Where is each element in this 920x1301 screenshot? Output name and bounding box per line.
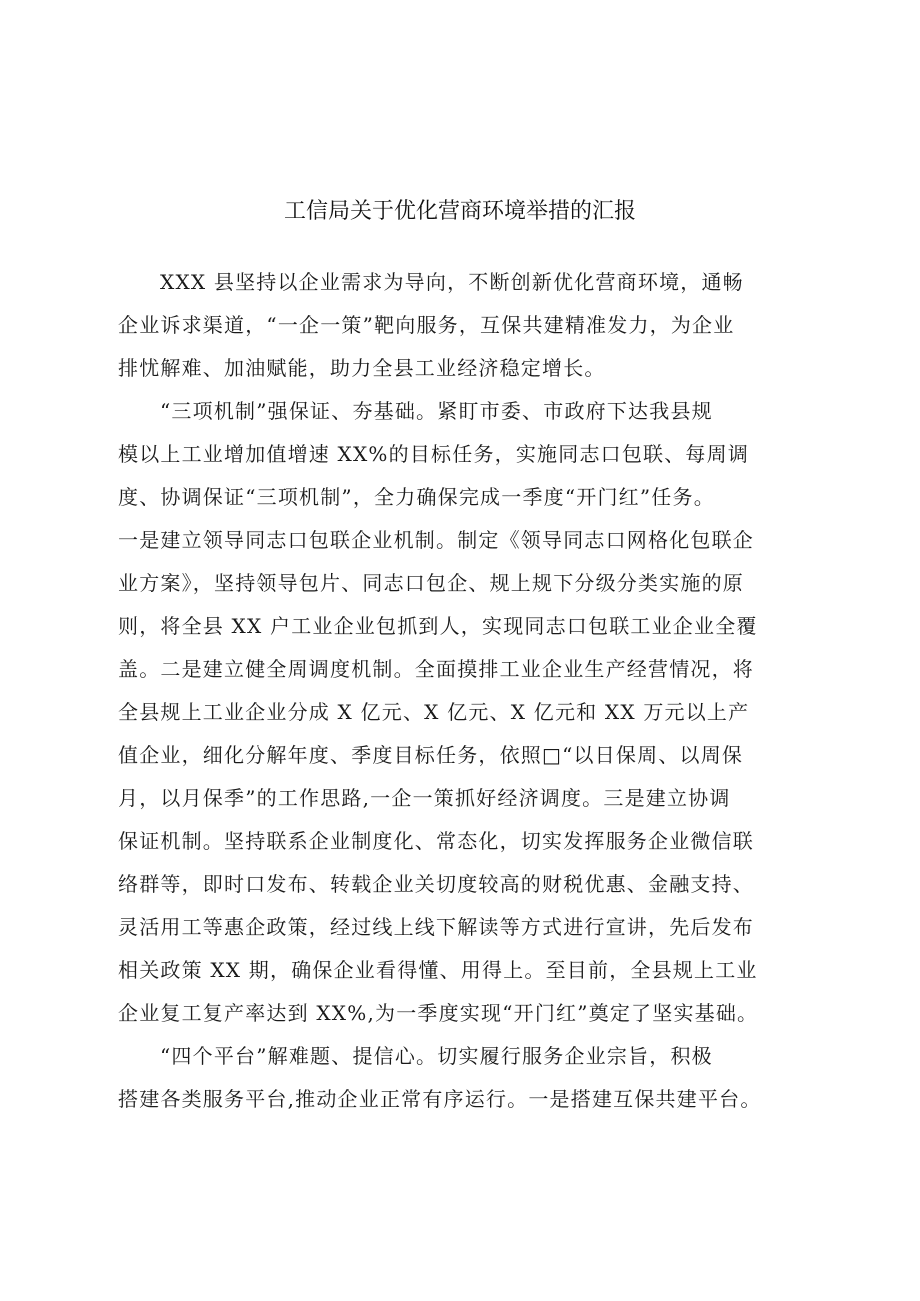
- paragraph-line: 企业诉求渠道，“一企一策”靶向服务，互保共建精准发力，为企业: [118, 313, 735, 337]
- paragraph-line: 排忧解难、加油赋能，助力全县工业经济稳定增长。: [118, 356, 606, 380]
- paragraph-line: XXX 县坚持以企业需求为导向，不断创新优化营商环境，通畅: [160, 270, 744, 294]
- paragraph-line: 络群等，即时口发布、转载企业关切度较高的财税优惠、金融支持、: [118, 872, 754, 896]
- paragraph-line: 搭建各类服务平台,推动企业正常有序运行。一是搭建互保共建平台。: [118, 1087, 762, 1111]
- paragraph-line: 值企业，细化分解年度、季度目标任务，依照□“以日保周、以周保: [118, 743, 744, 767]
- paragraph-line: 企业复工复产率达到 XX%,为一季度实现“开门红”奠定了坚实基础。: [118, 1001, 759, 1025]
- paragraph-line: 月，以月保季”的工作思路,一企一策抓好经济调度。三是建立协调: [118, 786, 731, 810]
- paragraph-line: 盖。二是建立健全周调度机制。全面摸排工业企业生产经营情况，将: [118, 657, 754, 681]
- paragraph-line: 则，将全县 XX 户工业企业包抓到人，实现同志口包联工业企业全覆: [118, 614, 758, 638]
- document-title: 工信局关于优化营商环境举措的汇报: [283, 199, 636, 224]
- paragraph-line: 全县规上工业企业分成 X 亿元、X 亿元、X 亿元和 XX 万元以上产: [118, 700, 750, 724]
- paragraph-line: “四个平台”解难题、提信心。切实履行服务企业宗旨，积极: [160, 1044, 713, 1068]
- paragraph-line: 相关政策 XX 期，确保企业看得懂、用得上。至目前，全县规上工业: [118, 958, 758, 982]
- paragraph-line: 度、协调保证“三项机制”，全力确保完成一季度“开门红”任务。: [118, 485, 715, 509]
- paragraph-line: 一是建立领导同志口包联企业机制。制定《领导同志口网格化包联企: [118, 528, 754, 552]
- paragraph-line: “三项机制”强保证、夯基础。紧盯市委、市政府下达我县规: [160, 399, 713, 423]
- paragraph-line: 业方案》，坚持领导包片、同志口包企、规上规下分级分类实施的原: [118, 571, 744, 595]
- paragraph-line: 灵活用工等惠企政策，经过线上线下解读等方式进行宣讲，先后发布: [118, 915, 754, 939]
- paragraph-line: 模以上工业增加值增速 XX%的目标任务，实施同志口包联、每周调: [118, 442, 750, 466]
- paragraph-line: 保证机制。坚持联系企业制度化、常态化，切实发挥服务企业微信联: [118, 829, 754, 853]
